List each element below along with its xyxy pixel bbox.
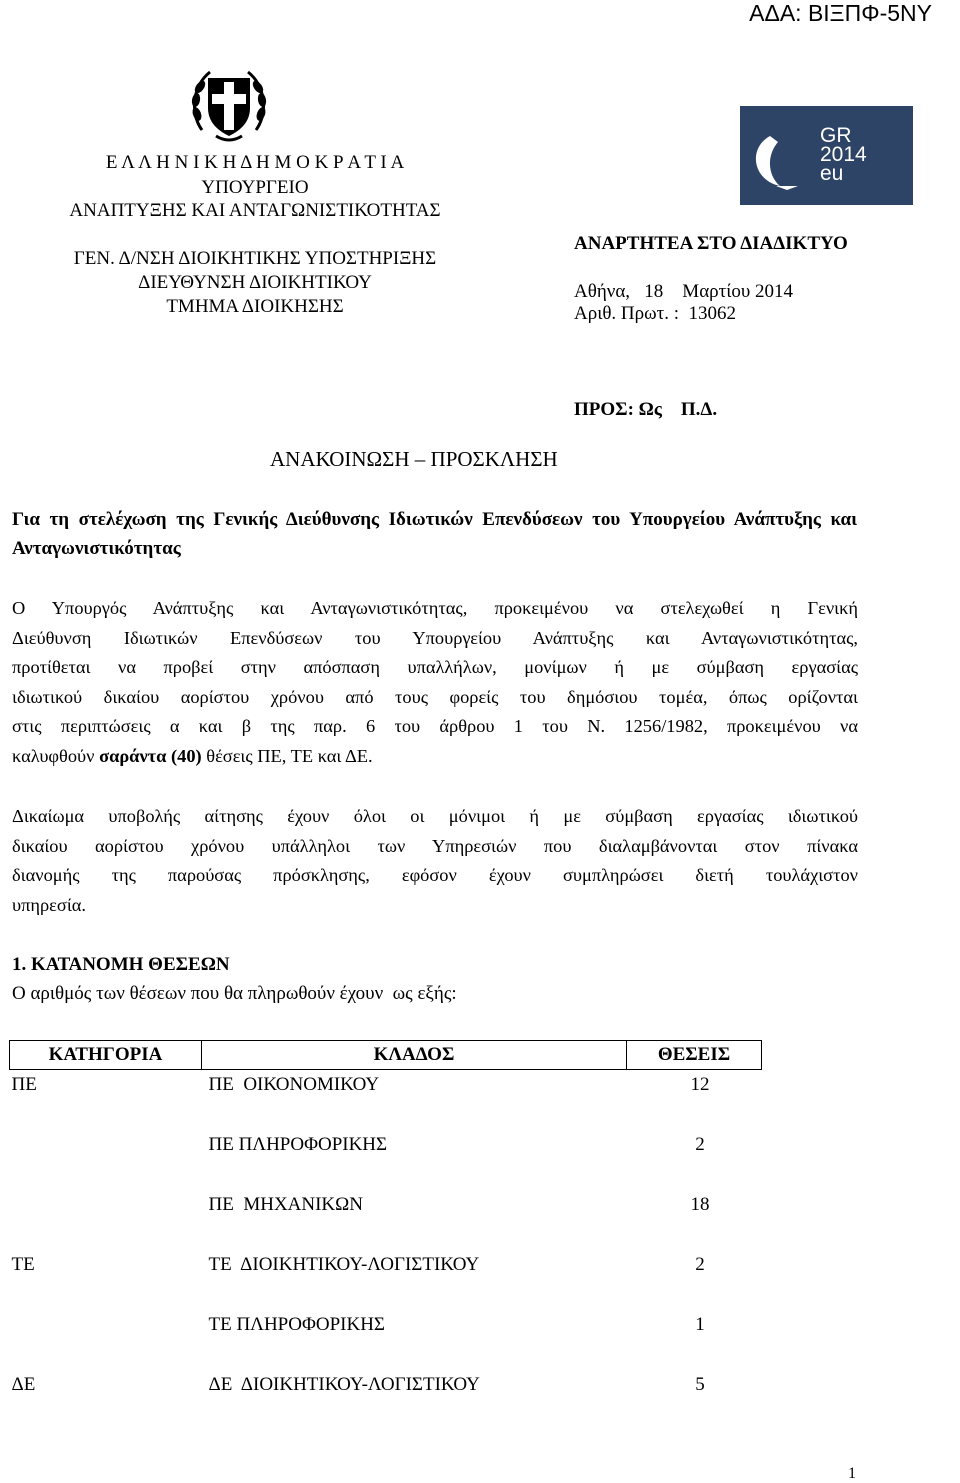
department: ΤΜΗΜΑ ΔΙΟΙΚΗΣΗΣ xyxy=(166,296,344,317)
ministry-line-2: ΑΝΑΠΤΥΞΗΣ ΚΑΙ ΑΝΤΑΓΩΝΙΣΤΙΚΟΤΗΤΑΣ xyxy=(69,200,441,221)
section-1-title: 1. ΚΑΤΑΝΟΜΗ ΘΕΣΕΩΝ xyxy=(12,954,230,975)
cell-category: ΔΕ xyxy=(11,1374,36,1395)
section-1-description: Ο αριθμός των θέσεων που θα πληρωθούν έχουν ως εξής: xyxy=(12,983,457,1004)
cell-branch: ΠΕ ΠΛΗΡΟΦΟΡΙΚΗΣ xyxy=(208,1134,388,1155)
paragraph-2 xyxy=(12,802,858,920)
paragraph-1-last-suffix: θέσεις ΠΕ, ΤΕ και ΔΕ. xyxy=(201,745,373,766)
subject-heading: Για τη στελέχωση της Γενικής Διεύθυνσης Ιδιωτικών Επενδύσεων του Υπουργείου Ανάπτυξης και Ανταγωνιστικότητας xyxy=(12,509,857,559)
gr2014-logo xyxy=(740,106,913,205)
paragraph-1-last-line xyxy=(12,742,858,772)
cell-positions: 1 xyxy=(695,1314,705,1335)
cell-positions: 12 xyxy=(690,1074,710,1095)
logo-line-3: eu xyxy=(820,162,844,185)
recipients: ΠΡΟΣ: Ως Π.Δ. xyxy=(574,399,718,420)
header-category: ΚΑΤΗΓΟΡΙΑ xyxy=(10,1041,202,1070)
cell-branch: ΠΕ ΟΙΚΟΝΟΜΙΚΟΥ xyxy=(208,1074,380,1095)
paragraph-1 xyxy=(12,594,858,772)
ada-code: ΑΔΑ: ΒΙΞΠΦ-5ΝΥ xyxy=(749,0,932,26)
page-title: ΑΝΑΚΟΙΝΩΣΗ – ΠΡΟΣΚΛΗΣΗ xyxy=(270,447,558,471)
positions-table xyxy=(9,1040,762,1430)
logo-line-2: 2014 xyxy=(820,143,867,166)
cell-category xyxy=(10,1130,202,1190)
protocol-number: Αριθ. Πρωτ. : 13062 xyxy=(574,303,737,324)
cell-positions: 2 xyxy=(695,1134,705,1155)
page-number: 1 xyxy=(848,1465,856,1482)
paragraph-1-line: Διεύθυνση Ιδιωτικών Επενδύσεων του Υπουργείου Ανάπτυξης και Ανταγωνιστικότητας, xyxy=(12,627,858,648)
paragraph-2-line: διανομής της παρούσας πρόσκλησης, εφόσον έχουν συμπληρώσει διετή τουλάχιστον xyxy=(12,865,858,886)
table-row xyxy=(10,1310,762,1370)
paragraph-2-line: υπηρεσία. xyxy=(12,894,87,915)
greek-emblem-icon xyxy=(188,64,270,146)
cell-branch: ΤΕ ΠΛΗΡΟΦΟΡΙΚΗΣ xyxy=(208,1314,385,1335)
table-row xyxy=(10,1250,762,1310)
cell-positions: 18 xyxy=(690,1194,710,1215)
logo-line-1: GR xyxy=(820,124,852,147)
table-row xyxy=(10,1370,762,1430)
cell-category: ΠΕ xyxy=(11,1074,37,1095)
header-branch: ΚΛΑΔΟΣ xyxy=(202,1041,627,1070)
positions-count-bold: σαράντα (40) xyxy=(99,745,202,766)
paragraph-2-line: Δικαίωμα υποβολής αίτησης έχουν όλοι οι μόνιμοι ή με σύμβαση εργασίας ιδιωτικού xyxy=(12,806,858,826)
cell-branch: ΤΕ ΔΙΟΙΚΗΤΙΚΟΥ-ΛΟΓΙΣΤΙΚΟΥ xyxy=(208,1254,480,1275)
cell-positions: 2 xyxy=(695,1254,705,1275)
cell-category xyxy=(10,1310,202,1370)
table-row xyxy=(10,1070,762,1131)
cell-branch: ΔΕ ΔΙΟΙΚΗΤΙΚΟΥ-ΛΟΓΙΣΤΙΚΟΥ xyxy=(208,1374,480,1395)
cell-category: ΤΕ xyxy=(11,1254,35,1275)
republic-heading: Ε Λ Λ Η Ν Ι Κ Η Δ Η Μ Ο Κ Ρ Α Τ Ι Α xyxy=(105,152,405,173)
header-positions: ΘΕΣΕΙΣ xyxy=(627,1041,762,1070)
table-row xyxy=(10,1190,762,1250)
paragraph-1-line: προτίθεται να προβεί στην απόσπαση υπαλλήλων, μονίμων ή με σύμβαση εργασίας xyxy=(12,657,858,678)
date-line: Αθήνα, 18 Μαρτίου 2014 xyxy=(574,281,794,302)
paragraph-1-last-prefix: καλυφθούν xyxy=(12,745,100,766)
table-row xyxy=(10,1130,762,1190)
cell-positions: 5 xyxy=(695,1374,705,1395)
general-directorate: ΓΕΝ. Δ/ΝΣΗ ΔΙΟΙΚΗΤΙΚΗΣ ΥΠΟΣΤΗΡΙΞΗΣ xyxy=(73,248,437,269)
cell-category xyxy=(10,1190,202,1250)
cell-branch: ΠΕ ΜΗΧΑΝΙΚΩΝ xyxy=(208,1194,363,1215)
paragraph-1-line: ιδιωτικού δικαίου αορίστου χρόνου από τους φορείς του δημόσιου τομέα, όπως ορίζονται xyxy=(12,686,858,707)
table-header-row xyxy=(10,1041,762,1070)
post-notice: ΑΝΑΡΤΗΤΕΑ ΣΤΟ ΔΙΑΔΙΚΤΥΟ xyxy=(574,233,848,254)
paragraph-1-line: Ο Υπουργός Ανάπτυξης και Ανταγωνιστικότητας, προκειμένου να στελεχωθεί η Γενική xyxy=(12,598,858,618)
directorate: ΔΙΕΥΘΥΝΣΗ ΔΙΟΙΚΗΤΙΚΟΥ xyxy=(138,272,372,293)
paragraph-2-line: δικαίου αορίστου χρόνου υπάλληλοι των Υπηρεσιών που διαλαμβάνονται στον πίνακα xyxy=(12,835,858,856)
paragraph-1-line: στις περιπτώσεις α και β της παρ. 6 του άρθρου 1 του Ν. 1256/1982, προκειμένου να xyxy=(12,716,858,737)
ministry-line-1: ΥΠΟΥΡΓΕΙΟ xyxy=(201,177,309,198)
